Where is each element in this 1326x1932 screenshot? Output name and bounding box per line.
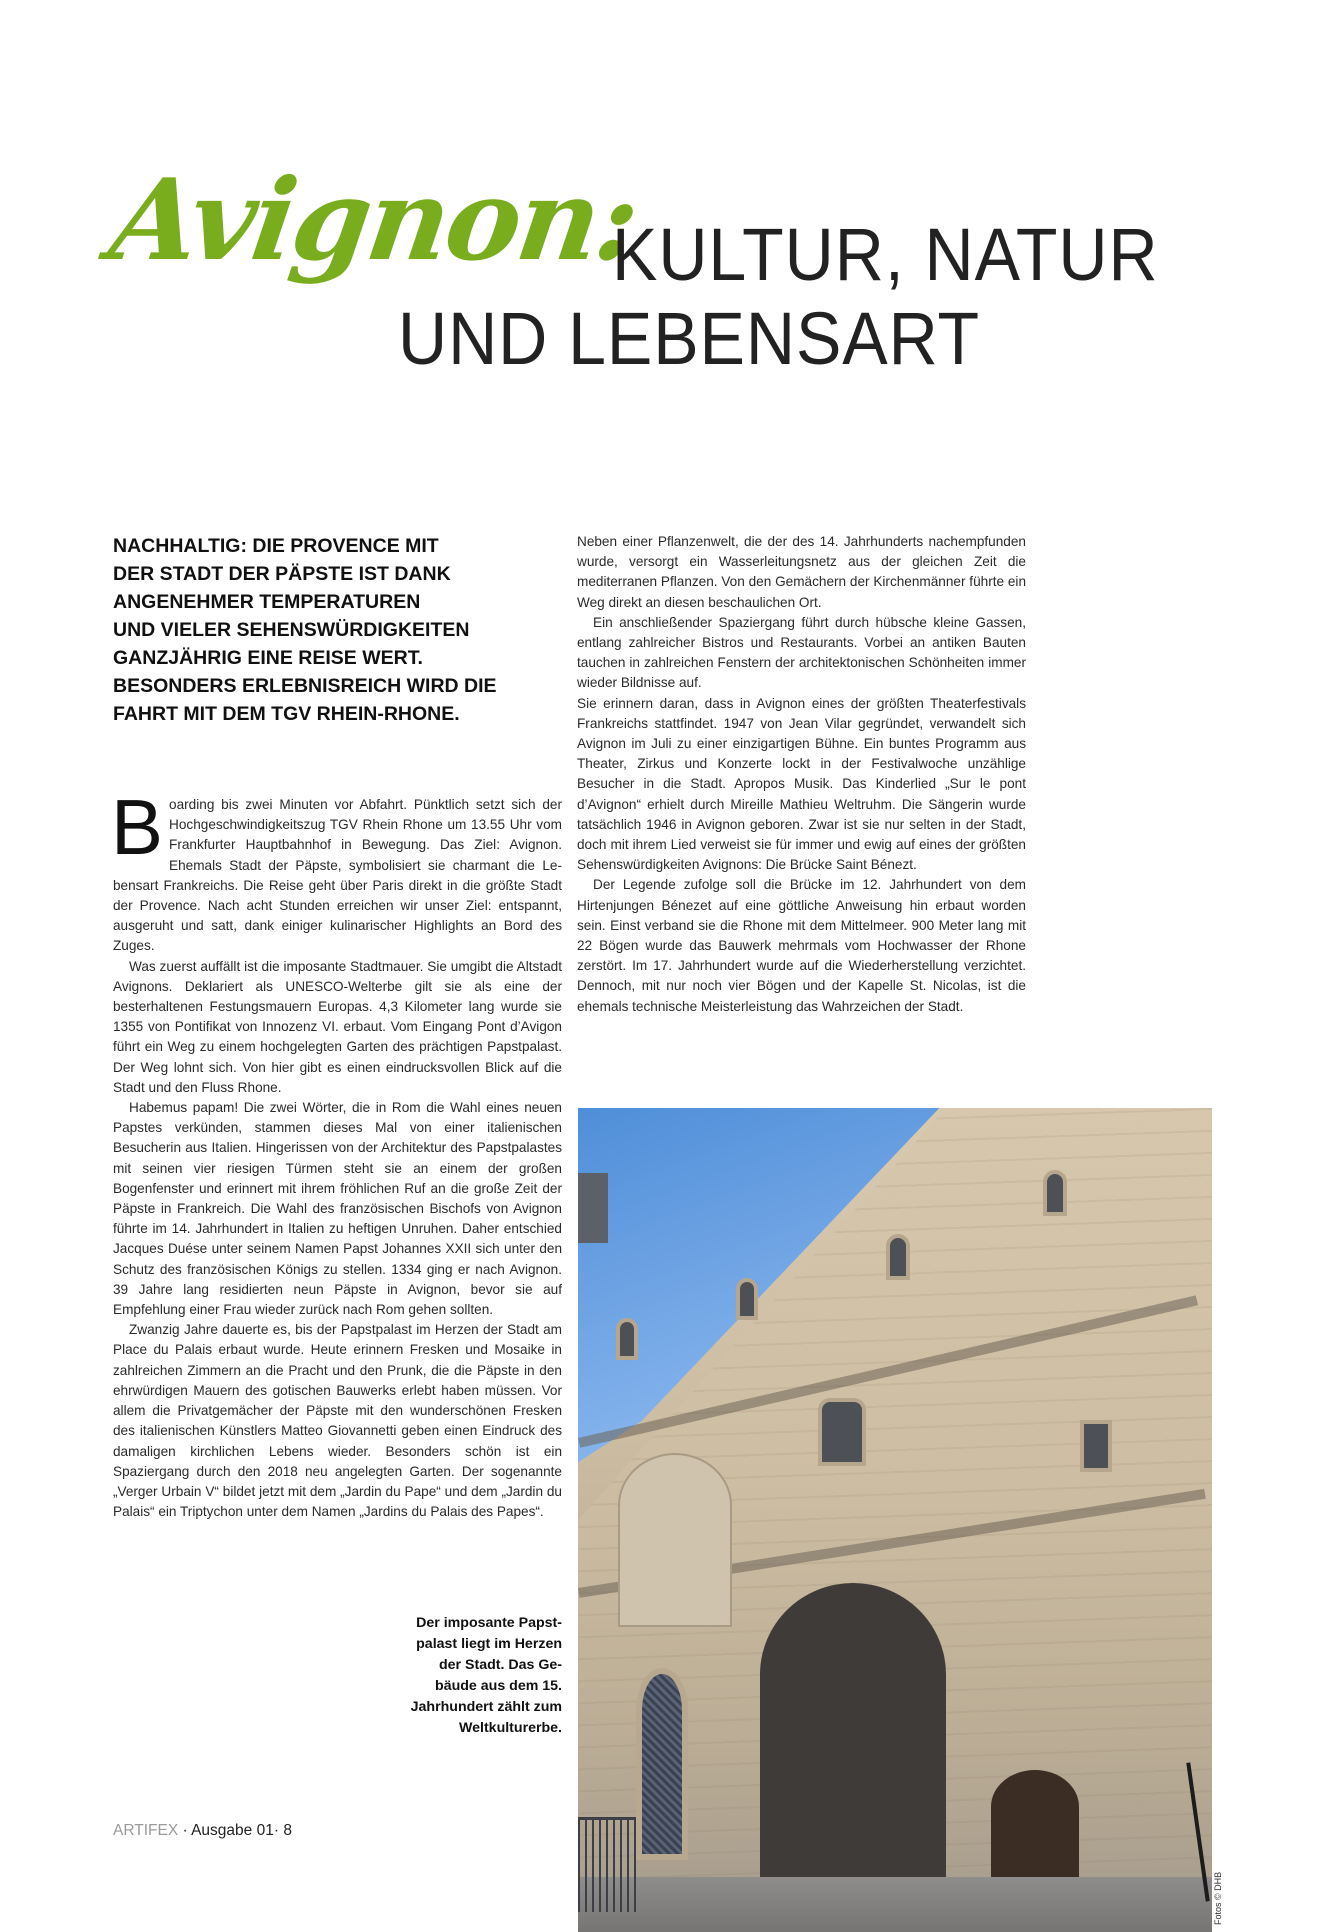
lead-line: GANZJÄHRIG EINE REISE WERT. — [113, 647, 423, 669]
photo-barrier — [578, 1817, 636, 1912]
caption-line: Jahrhundert zählt zum — [410, 1699, 562, 1715]
caption-line: Weltkulturerbe. — [458, 1720, 562, 1736]
caption-line: palast liegt im Herzen — [416, 1636, 562, 1652]
article-paragraph: Habemus papam! Die zwei Wörter, die in Rom die Wahl eines neuen Papstes verkünden, stammen dieses Mal von einer italienischen Besucherin aus Italien. Hingerissen von der Architektur des Papstpalastes mit seinen vier riesigen Türmen steht sie an einem der großen Bogenfenster und erinnert mit ihrem fröhlichen Ruf an die große Zeit der Päpste in Frankreich. Die Wahl des französischen Bischofs von Avignon führte im 14. Jahrhundert in Italien zu heftigen Unruhen. Daher entschied Jacques Duése unter seinem Namen Papst Johannes XXII sich unter den Schutz des französischen Königs zu stellen. 1334 ging er nach Avignon. 39 Jahre lang residierten neun Päpste in Avignon, bevor sie auf Empfehlung einer Frau wieder zurück nach Rom gehen sollten. — [113, 1100, 562, 1318]
photo-papal-palace — [578, 1108, 1212, 1932]
photo-tower — [578, 1173, 608, 1243]
lead-line: BESONDERS ERLEBNISREICH WIRD DIE — [113, 675, 497, 697]
photo-arch-recess — [618, 1453, 732, 1627]
article-paragraph: Ein anschließender Spaziergang führt durch hübsche kleine Gassen, entlang zahlreicher Bistros und Restaurants. Vorbei an antiken Bauten tauchen in zahlreichen Fenstern der architektonischen Schönheiten immer wieder Bildnisse auf. — [577, 614, 1026, 691]
caption-line: bäude aus dem 15. — [435, 1678, 562, 1694]
drop-cap: B — [111, 783, 164, 871]
article-paragraph — [111, 783, 562, 957]
lead-line: NACHHALTIG: DIE PROVENCE MIT — [113, 535, 439, 557]
photo-window — [736, 1278, 758, 1320]
article-paragraph: Der Legende zufolge soll die Brücke im 12. Jahrhundert von dem Hirtenjungen Bénezet auf eine göttliche Anweisung hin erbaut worden sein. Einst verband sie die Rhone mit dem Mittelmeer. 900 Meter lang mit 22 Bögen wurde das Bauwerk mehrmals vom Hochwasser der Rhone zerstört. Im 17. Jahrhundert wurde auf die Wiederherstellung verzichtet. Dennoch, mit nur noch vier Bögen und der Kapelle St. Nicolas, ist die ehemals technische Meisterleistung das Wahrzeichen der Stadt. — [577, 877, 1026, 1014]
footer-separator: · — [178, 1822, 192, 1839]
lead-line: UND VIELER SEHENSWÜRDIGKEITEN — [113, 619, 470, 641]
article-paragraph: Was zuerst auffällt ist die imposante Stadtmauer. Sie umgibt die Altstadt Avignons. Deklariert als UNESCO-Welterbe gilt sie als eine der besterhaltenen Festungsmauern Europas. 4,3 Kilometer lang wurde sie 1355 von Pontifikat von Innozenz VI. erbaut. Vom Eingang Pont d’Avigon führt ein Weg zu einem hochgelegten Garten des prächtigen Papstpalast. Der Weg lohnt sich. Von hier gibt es einen eindrucksvollen Blick auf die Stadt und den Fluss Rhone. — [113, 958, 562, 1095]
photo-window — [1043, 1170, 1067, 1216]
photo-caption — [380, 1613, 562, 1739]
article-column-right — [577, 532, 1026, 1017]
issue-label: Ausgabe 01 — [191, 1822, 274, 1839]
title-line-1: KULTUR, NATUR — [612, 213, 1159, 296]
page-footer — [113, 1822, 292, 1840]
paragraph-text: oarding bis zwei Minuten vor Abfahrt. Pünktlich setzt sich der Hochgeschwindigkeitszug TGV Rhein Rhone um 13.55 Uhr vom Frankfurter Hauptbahnhof in Bewegung. Das Ziel: Avignon. Ehemals Stadt der Päpste, symbolisiert sie charmant die Lebensart Frankreichs. Die Reise geht über Paris direkt in die größte Stadt der Provence. Nach acht Stunden erreichen wir unser Ziel: entspannt, ausgeruht und satt, dank einiger kulinarischer Highlights an Bord des Zuges. — [113, 797, 562, 954]
caption-line: der Stadt. Das Ge- — [439, 1657, 562, 1673]
photo-window — [1080, 1420, 1112, 1472]
lead-line: DER STADT DER PÄPSTE IST DANK — [113, 563, 451, 585]
magazine-brand: ARTIFEX — [113, 1822, 179, 1839]
photo-ground — [578, 1877, 1212, 1932]
photo-main-portal — [760, 1583, 946, 1888]
article-paragraph: Neben einer Pflanzenwelt, die der des 14. Jahrhunderts nachempfunden wurde, versorgt ein Wasserleitungsnetz aus der gleichen Zeit die mediterranen Pflanzen. Von den Gemächern der Kirchenmänner führte ein Weg direkt an diesen beschaulichen Ort. — [577, 534, 1026, 610]
lead-line: FAHRT MIT DEM TGV RHEIN-RHONE. — [113, 703, 460, 725]
photo-gothic-window — [636, 1668, 688, 1860]
photo-window — [616, 1318, 638, 1360]
title-script-avignon: Avignon: — [102, 155, 645, 286]
page-number: 8 — [283, 1822, 292, 1839]
photo-tracery-window — [818, 1398, 866, 1466]
photo-side-door — [991, 1770, 1079, 1892]
caption-line: Der imposante Papst- — [416, 1615, 562, 1631]
article-paragraph: Zwanzig Jahre dauerte es, bis der Papstpalast im Herzen der Stadt am Place du Palais erbaut wurde. Heute erinnern Fresken und Mosaike in zahlreichen Zimmern an die Pracht und den Prunk, die die Päpste in den ehrwürdigen Mauern des gotischen Bauwerks erlebt haben müssen. Vor allem die Privatgemächer der Päpste mit den wunderschönen Fresken des italienischen Künstlers Matteo Giovannetti geben einen Eindruck des damaligen kirchlichen Lebens wieder. Besonders schön ist ein Spaziergang durch den 2018 neu angelegten Garten. Der sogenannte „Verger Urbain V“ bildet jetzt mit dem „Jardin du Pape“ und dem „Jardin du Palais“ ein Triptychon unter dem Namen „Jardins du Palais des Papes“. — [113, 1322, 562, 1520]
article-column-left — [111, 783, 562, 1522]
footer-separator: · — [273, 1822, 284, 1839]
title-line-2: UND LEBENSART — [398, 297, 980, 380]
lead-line: ANGENEHMER TEMPERATUREN — [113, 591, 421, 613]
photo-window — [886, 1234, 910, 1280]
article-paragraph: Sie erinnern daran, dass in Avignon eines der größten Theaterfestivals Frankreichs stattfindet. 1947 von Jean Vilar gegründet, verwandelt sich Avignon im Juli zu einer einzigartigen Bühne. Ein buntes Programm aus Theater, Zirkus und Konzerte lockt in der Festivalwoche unzählige Besucher in die Stadt. Apropos Musik. Das Kinderlied „Sur le pont d’Avignon“ erhielt durch Mireille Mathieu Weltruhm. Die Sängerin wurde tatsächlich 1946 in Avignon geboren. Zwar ist sie nur selten in der Stadt, doch mit ihrem Lied verweist sie für immer und ewig auf eines der größten Sehenswürdigkeiten Avignons: Die Brücke Saint Bénezt. — [577, 695, 1026, 873]
photo-credit: Fotos © DHB — [1213, 1871, 1223, 1925]
article-lead — [113, 532, 533, 728]
